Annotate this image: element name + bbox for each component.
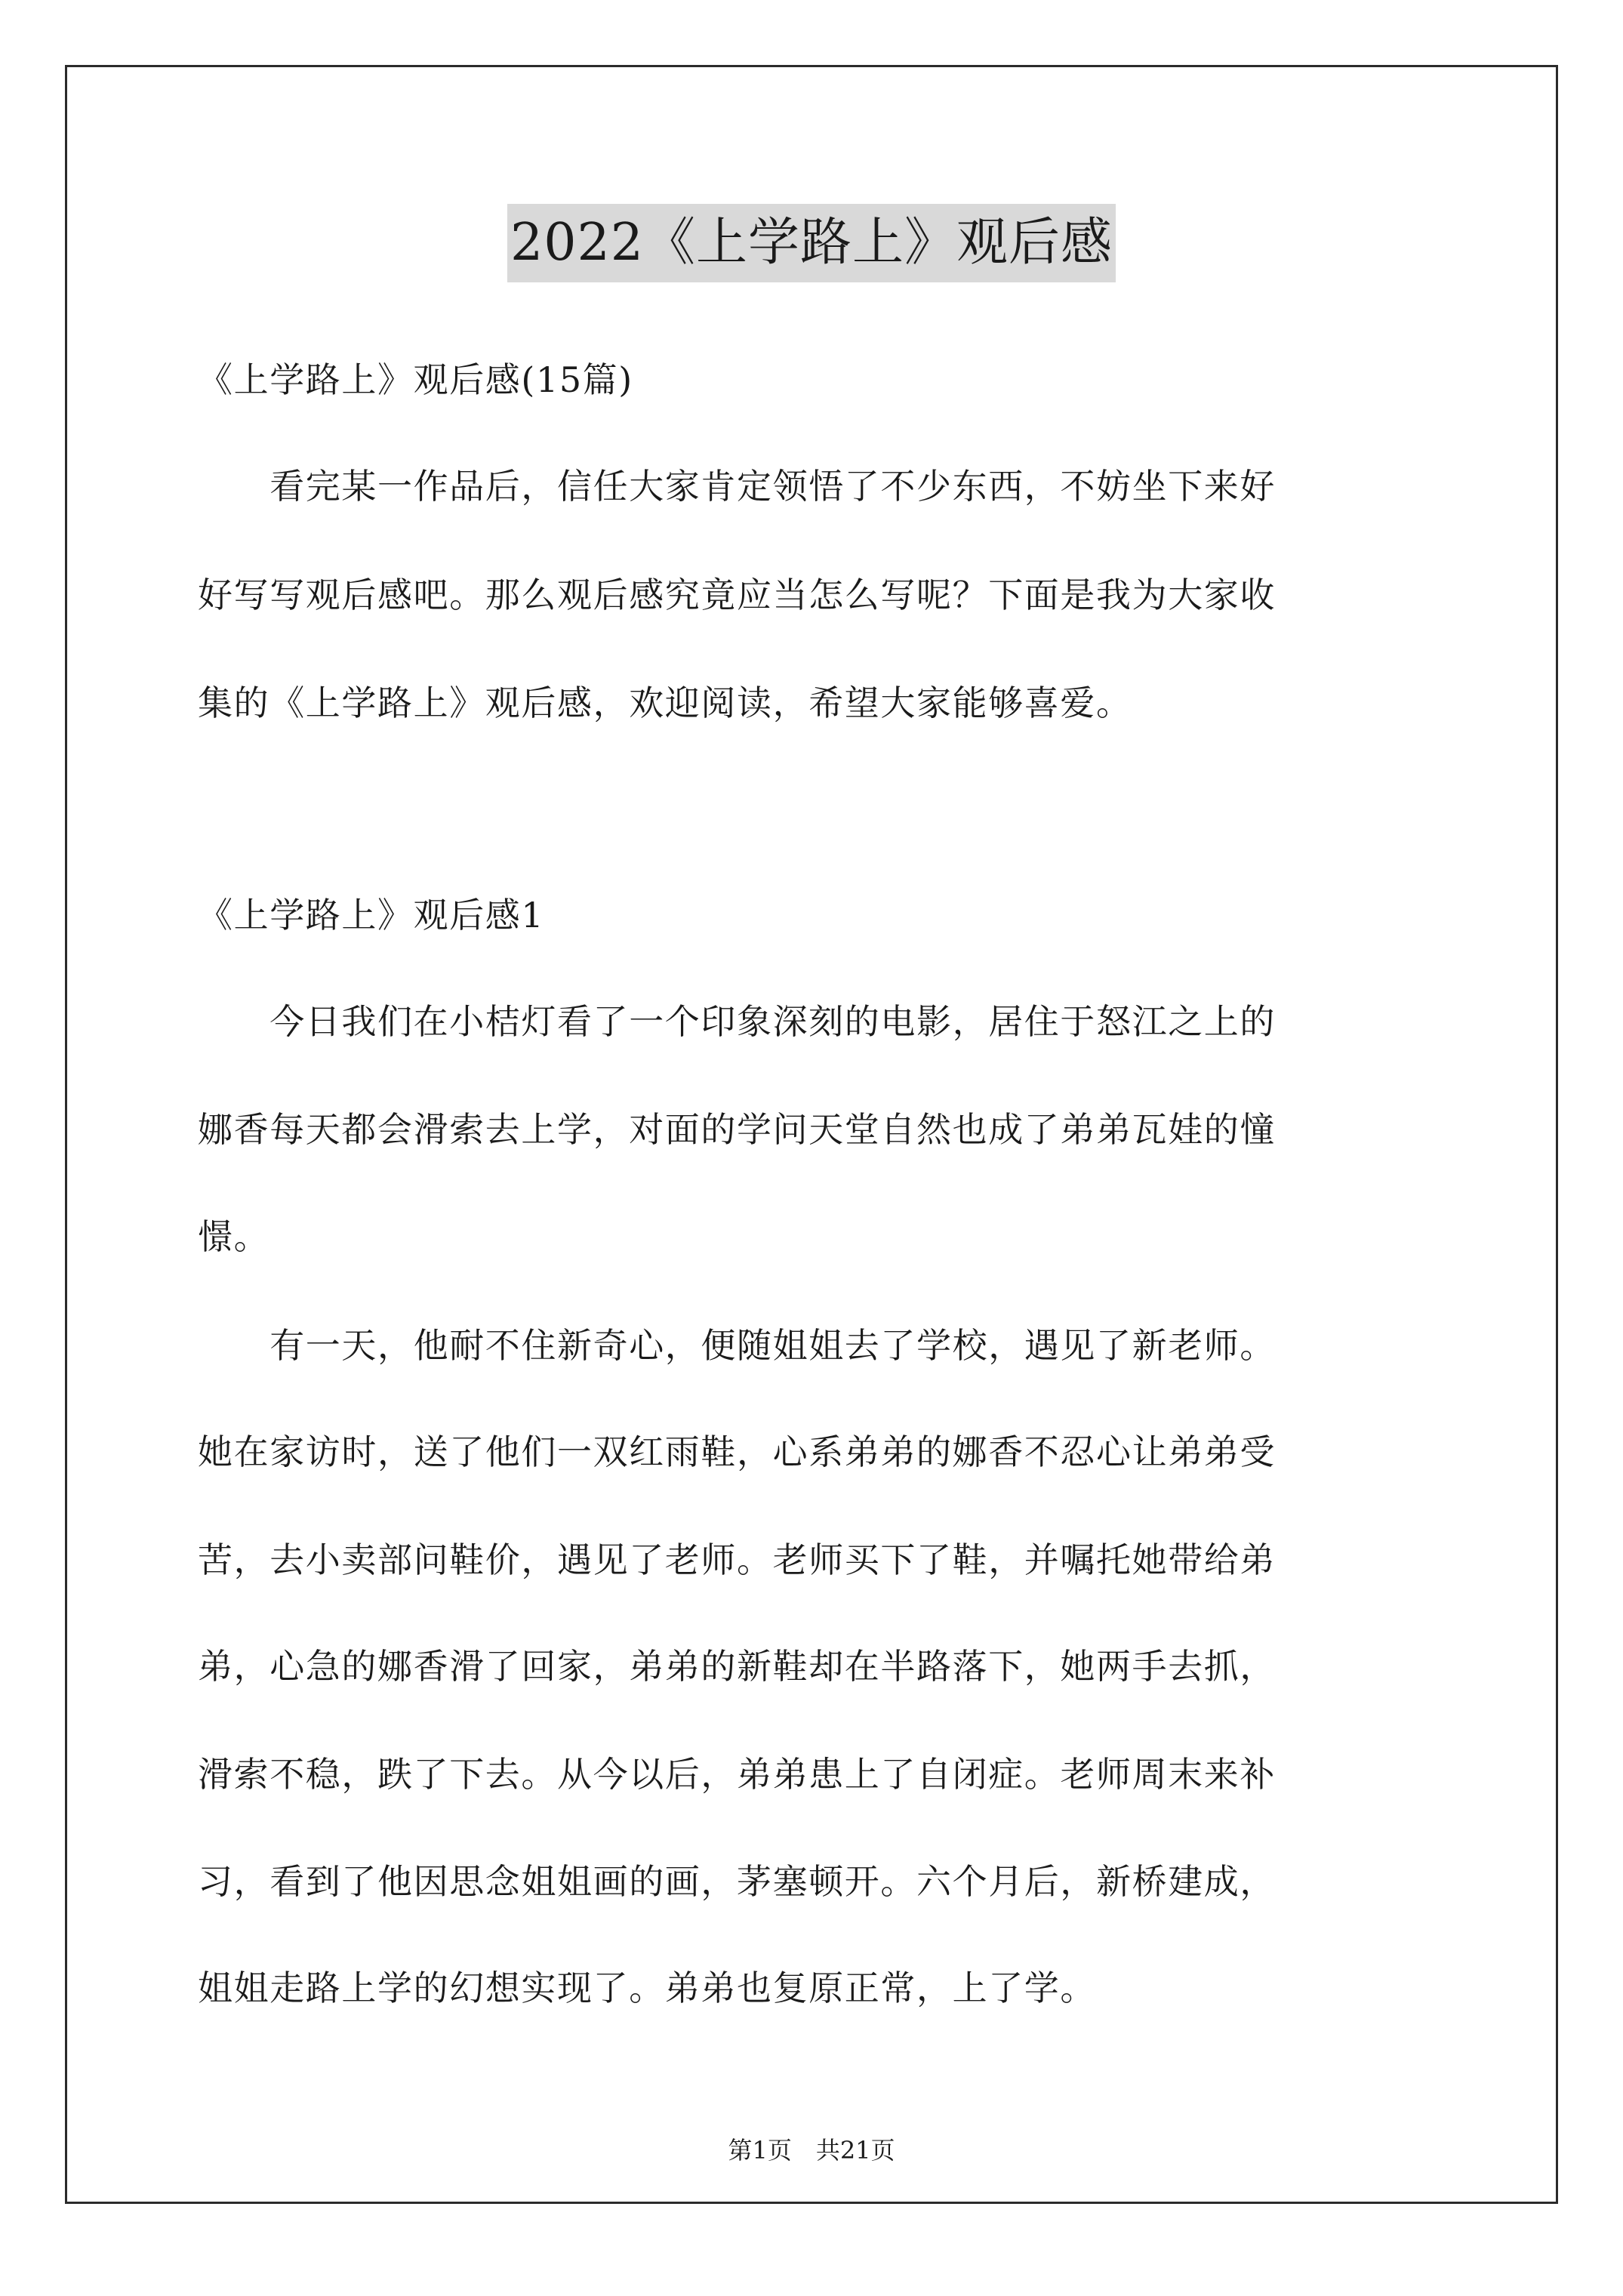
paragraph2-line-3: 苦，去小卖部问鞋价，遇见了老师。老师买下了鞋，并嘱托她带给弟 [198, 1539, 1276, 1580]
intro-line-2: 好写写观后感吧。那么观后感究竟应当怎么写呢？下面是我为大家收 [198, 575, 1276, 615]
document-subtitle: 《上学路上》观后感(15篇) [198, 359, 633, 400]
page-footer: 第1页 共21页 [728, 2136, 895, 2165]
paragraph2-line-2: 她在家访时，送了他们一双红雨鞋，心系弟弟的娜香不忍心让弟弟受 [198, 1432, 1276, 1472]
paragraph1-line-3: 憬。 [198, 1216, 270, 1257]
paragraph2-line-6: 习，看到了他因思念姐姐画的画，茅塞顿开。六个月后，新桥建成， [198, 1861, 1276, 1902]
paragraph2-line-4: 弟，心急的娜香滑了回家，弟弟的新鞋却在半路落下，她两手去抓， [198, 1646, 1276, 1687]
paragraph1-line-2: 娜香每天都会滑索去上学，对面的学问天堂自然也成了弟弟瓦娃的憧 [198, 1109, 1276, 1150]
document-title: 2022《上学路上》观后感 [507, 204, 1116, 282]
paragraph1-line-1: 今日我们在小桔灯看了一个印象深刻的电影，居住于怒江之上的 [198, 1001, 1276, 1042]
paragraph2-line-5: 滑索不稳，跌了下去。从今以后，弟弟患上了自闭症。老师周末来补 [198, 1754, 1276, 1795]
section-heading: 《上学路上》观后感1 [198, 895, 545, 935]
paragraph2-line-1: 有一天，他耐不住新奇心，便随姐姐去了学校，遇见了新老师。 [198, 1325, 1276, 1366]
title-wrapper [0, 204, 1623, 282]
intro-line-1: 看完某一作品后，信任大家肯定领悟了不少东西，不妨坐下来好 [198, 466, 1276, 507]
paragraph2-line-7: 姐姐走路上学的幻想实现了。弟弟也复原正常，上了学。 [198, 1968, 1096, 2008]
intro-line-3: 集的《上学路上》观后感，欢迎阅读，希望大家能够喜爱。 [198, 683, 1132, 723]
